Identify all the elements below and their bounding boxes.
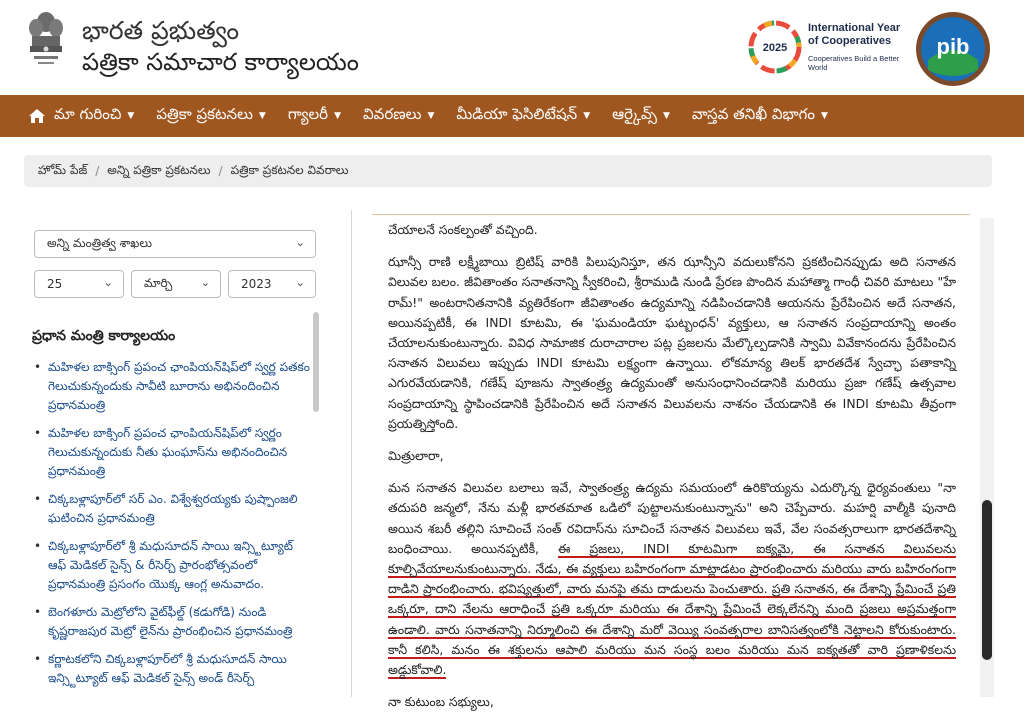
release-link[interactable]: • బెంగళూరు మెట్రోలోని వైట్‌ఫీల్డ్ (కడుగోడి) నుండి కృష్ణరాజపుర మెట్రో లైన్‌ను ప్రారంభించిన ప్రధానమంత్రి (32, 603, 310, 641)
chevron-down-icon: ⌄ (200, 276, 210, 289)
iyc-logo[interactable] (744, 16, 904, 80)
caret-down-icon: ▼ (258, 111, 266, 121)
national-emblem-icon[interactable] (24, 8, 68, 78)
nav-archives[interactable] (612, 105, 670, 127)
article-paragraph: చేయాలనే సంకల్పంతో వచ్చింది. (388, 222, 538, 237)
nav-explainers-label: వివరణలు (362, 105, 422, 123)
ministry-select-value: అన్ని మంత్రిత్వ శాఖలు (47, 235, 152, 250)
release-link[interactable]: • కర్ణాటకలోని చిక్కబళ్లాపూర్‌లో శ్రీ మధుసూదన్ సాయి ఇన్స్టిట్యూట్ ఆఫ్ మెడికల్ సైన్స్ అండ్ రీసెర్చ్ (32, 650, 310, 688)
nav-about-label: మా గురించి (54, 105, 122, 123)
chevron-down-icon: ⌄ (103, 276, 113, 289)
nav-archives-label: ఆర్కైవ్స్ (612, 105, 657, 123)
iyc-tagline: Cooperatives Build a Better World (808, 54, 900, 72)
article-paragraph (388, 478, 956, 680)
caret-down-icon: ▼ (427, 111, 435, 121)
chevron-down-icon: ⌄ (295, 276, 305, 289)
breadcrumb (24, 155, 992, 187)
caret-down-icon: ▼ (334, 111, 341, 121)
nav-media-facilitation[interactable] (456, 105, 590, 127)
ministry-name[interactable] (82, 16, 359, 78)
home-icon (28, 107, 46, 125)
nav-media-facilitation-label: మీడియా ఫెసిలిటేషన్ (456, 105, 578, 123)
article-divider (372, 214, 970, 215)
article-text: మన సనాతన విలువల బలాలు ఇవే, స్వాతంత్ర్య ఉద్యమ సమయంలో ఉరికొయ్యను ఎదుర్కొన్న ధైర్యవంతులు "నా తదుపరి జన్మలో, నేను మళ్లీ భారతమాత ఒడిలో పుట్టాలనుకుంటున్నాను" అని చెప్పేవారు. మహర్షి వాల్మీకి పునాది అయిన శబరీ తల్లిని సూచించే సంత్ రవిదాస్‌ను సూచించే సనాతన విలువలు ఇవే, వేల సంవత్సరాలుగా భారతదేశాన్ని బంధించాయి. అయినప్పటికీ, (388, 480, 956, 556)
chevron-down-icon: ⌄ (295, 236, 305, 249)
release-link[interactable]: • చిక్కబళ్లాపూర్‌లో సర్ ఎం. విశ్వేశ్వరయ్యకు పుష్పాంజలి ఘటించిన ప్రధానమంత్రి (32, 490, 310, 528)
article-panel (351, 210, 981, 710)
sidebar-scrollbar[interactable] (313, 312, 319, 412)
nav-gallery-label: గ్యాలరీ (287, 105, 329, 123)
breadcrumb-separator: / (95, 164, 100, 178)
breadcrumb-separator: / (218, 164, 223, 178)
nav-fact-check-label: వాస్తవ తనిఖీ విభాగం (691, 105, 815, 123)
iyc-year: 2025 (762, 42, 788, 54)
article-paragraph: నా కుటుంబ సభ్యులు, (388, 694, 494, 710)
caret-down-icon: ▼ (662, 111, 670, 121)
sidebar (24, 218, 332, 697)
article-paragraph: మిత్రులారా, (388, 448, 444, 464)
iyc-text (808, 22, 904, 72)
nav-press-releases[interactable] (156, 105, 266, 127)
year-select-value: 2023 (241, 277, 272, 291)
month-select-value: మార్చి (144, 275, 173, 290)
caret-down-icon: ▼ (583, 111, 591, 121)
pib-logo-icon[interactable] (914, 10, 992, 88)
release-link[interactable]: • మహిళల బాక్సింగ్ ప్రపంచ ఛాంపియన్‌షిప్‌లో స్వర్ణం గెలుచుకున్నందుకు నీతు ఘంఘాస్‌ను అభినందించిన ప్రధానమంత్రి (32, 424, 310, 481)
main-navigation (0, 95, 1024, 137)
breadcrumb-current: పత్రికా ప్రకటనల వివరాలు (230, 162, 349, 177)
nav-press-releases-label: పత్రికా ప్రకటనలు (156, 105, 253, 123)
svg-text:pib: pib (936, 34, 970, 59)
ministry-select[interactable] (34, 230, 316, 258)
caret-down-icon: ▼ (820, 111, 828, 121)
sidebar-heading: ప్రధాన మంత్రి కార్యాలయం (32, 328, 176, 344)
highlighted-text: ఈ ప్రజలు, INDI కూటమిగా ఐక్యమై, ఈ సనాతన విలువలను కూల్చివేయాలనుకుంటున్నారు. నేడు, ఈ వ్యక్తులు బహిరంగంగా మాట్లాడటం ప్రారంభించారు మరియు వారు బహిరంగంగా దాడిని ప్రారంభించారు. భవిష్యత్తులో, వారు మనపై తమ దాడులను పెంచుతారు. ప్రతి సనాతన, ఈ దేశాన్ని ప్రేమించే ప్రతి ఒక్కరూ, దాని నేలను ఆరాధించే ప్రతి ఒక్కరూ మరియు ఈ దేశాన్ని ప్రేమించే లెక్కలేనన్ని మంది ప్రజలు అప్రమత్తంగా ఉండాలి. వారు సనాతనాన్ని నిర్మూలించి ఈ దేశాన్ని మరో వెయ్యి సంవత్సరాల బానిసత్వంలోకి నెట్టాలని కోరుకుంటారు. కానీ కలిసి, మనం ఈ శక్తులను ఆపాలి మరియు మన సంస్థ బలం మరియు మన ఐక్యతతో వారి ప్రణాళికలను అడ్డుకోవాలి. (388, 540, 957, 678)
nav-about[interactable] (28, 105, 134, 127)
nav-gallery[interactable] (288, 105, 341, 127)
page-scrollbar-thumb[interactable] (982, 500, 992, 660)
site-header (0, 0, 1024, 95)
day-select-value: 25 (47, 277, 63, 291)
article-paragraph: ఝాన్సీ రాణి లక్ష్మీబాయి బ్రిటిష్ వారికి పిలుపునిస్తూ, తన ఝాన్సీని వదులుకోనని ప్రకటించినప్పుడు అది సనాతన విలువల బలం. జీవితాంతం సనాతనాన్ని స్వీకరించి, శ్రీరాముడి నుండి ప్రేరణ పొందిన మహాత్మా గాంధీ చివరి మాటలు "హే రామ్!" అంటరానితనానికి వ్యతిరేకంగా జీవితాంతం ఉద్యమాన్ని నడిపించడానికి ఆయనను ప్రేరేపించిన అదే సనాతన, అయినప్పటికీ, ఈ INDI కూటమి, ఈ 'ఘమండియా ఘట్బంధన్' వ్యక్తులు, ఆ సనాతన సంప్రదాయాన్ని అంతం చేయాలనుకుంటున్నారు. వివిధ సామాజిక దురాచారాల పట్ల ప్రజలను మేల్కొల్పడానికి స్వామి వివేకానందను ప్రేరేపించిన సనాతన విలువలు ఇప్పుడు INDI కూటమి లక్ష్యంగా ఉన్నాయి. లోకమాన్య తిలక్ భారతదేశ స్వేచ్ఛా పతాకాన్ని ఎగురవేయడానికి, గణేష్ పూజను స్వాతంత్ర్య ఉద్యమంతో అనుసంధానించడానికి మరియు ప్రజా గణేష్ ఉత్సవాల సంప్రదాయాన్ని స్థాపించడానికి ప్రేరేపించిన అదే సనాతన విలువలను నాశనం చేయడానికి ఈ INDI కూటమి తీవ్రంగా ప్రయత్నిస్తోంది. (388, 254, 956, 431)
year-select[interactable] (228, 270, 316, 298)
article-body (388, 220, 956, 724)
breadcrumb-home[interactable]: హోమ్ పేజ్ (38, 162, 88, 177)
nav-explainers[interactable] (363, 105, 434, 127)
ministry-line1: భారత ప్రభుత్వం (82, 16, 240, 45)
nav-fact-check[interactable] (692, 105, 828, 127)
day-select[interactable] (34, 270, 124, 298)
month-select[interactable] (131, 270, 221, 298)
breadcrumb-all-releases[interactable]: అన్ని పత్రికా ప్రకటనలు (107, 162, 211, 177)
release-list (32, 358, 310, 697)
iyc-ring-icon (744, 16, 806, 78)
release-link[interactable]: • మహిళల బాక్సింగ్ ప్రపంచ ఛాంపియన్‌షిప్‌లో స్వర్ణ పతకం గెలుచుకున్నందుకు సావీటి బూరాను అభినందించిన ప్రధానమంత్రి (32, 358, 310, 415)
iyc-title: International Year of Cooperatives (808, 22, 901, 47)
release-link[interactable]: • చిక్కబళ్లాపూర్‌లో శ్రీ మధుసూదన్ సాయి ఇన్స్టిట్యూట్ ఆఫ్ మెడికల్ సైన్స్ & రీసెర్చ్ ప్రారంభోత్సవంలో ప్రధానమంత్రి ప్రసంగం యొక్క ఆంగ్ల అనువాదం. (32, 537, 310, 594)
caret-down-icon: ▼ (127, 111, 135, 121)
ministry-line2: పత్రికా సమాచార కార్యాలయం (82, 48, 359, 76)
